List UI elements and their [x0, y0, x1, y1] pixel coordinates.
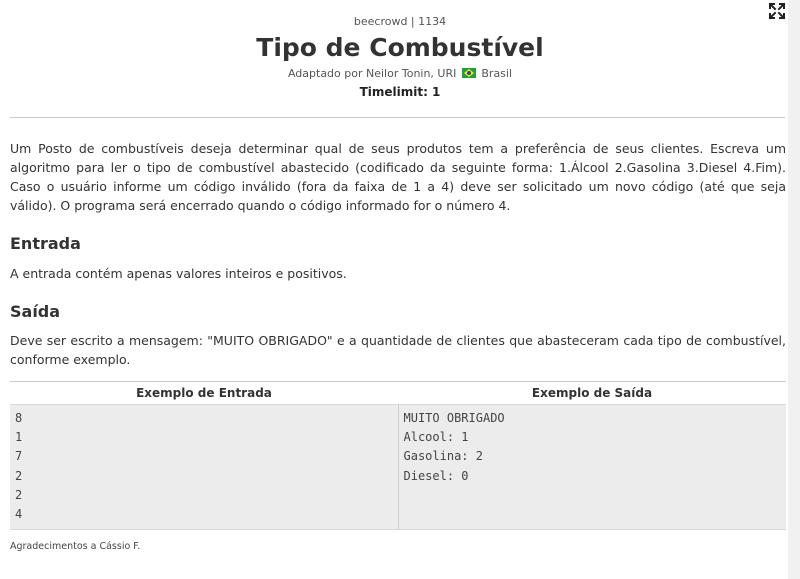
output-heading: Saída: [10, 302, 61, 321]
example-input-line: 1: [15, 430, 23, 445]
example-output-header: Exemplo de Saída: [531, 386, 653, 400]
header-divider: [10, 117, 785, 118]
author-text: Adaptado por Neilor Tonin, URI: [287, 67, 457, 80]
example-output-line: MUITO OBRIGADO: [403, 411, 505, 425]
examples-header-row: [10, 382, 786, 404]
example-input-box[interactable]: [10, 405, 399, 529]
output-description: Deve ser escrito a mensagem: "MUITO OBRIGADO" e a quantidade de clientes que abasteceram cada tipo de combustível, conforme exemplo.: [10, 333, 786, 367]
example-input-line: 4: [15, 507, 23, 522]
example-input-line: 2: [15, 468, 23, 483]
scrollbar[interactable]: [788, 0, 800, 579]
problem-author: [0, 66, 800, 82]
acknowledgement: Agradecimentos a Cássio F.: [10, 541, 141, 552]
example-input-line: 7: [15, 449, 23, 464]
problem-content: [10, 139, 786, 369]
example-output-line: Alcool: 1: [403, 430, 469, 445]
page-title: Tipo de Combustível: [256, 33, 544, 62]
examples-table: [10, 381, 786, 530]
examples-body-row: [10, 404, 786, 530]
fullscreen-expand-icon[interactable]: [768, 2, 786, 20]
brazil-flag-icon: [462, 68, 476, 78]
example-output-box[interactable]: [399, 405, 787, 529]
problem-source: beecrowd | 1134: [353, 15, 447, 28]
example-input-line: 2: [15, 487, 23, 502]
input-description: A entrada contém apenas valores inteiros e positivos.: [10, 266, 347, 281]
example-output-line: Gasolina: 2: [403, 449, 483, 464]
timelimit: Timelimit: 1: [359, 85, 441, 99]
example-output-line: Diesel: 0: [403, 468, 469, 483]
author-country: Brasil: [481, 67, 513, 80]
problem-header: [0, 0, 800, 100]
problem-description: Um Posto de combustíveis deseja determinar qual de seus produtos tem a preferência de seus clientes. Escreva um algoritmo para ler o tipo de combustível abastecido (codificado da seguinte forma: 1.Álcool 2.Gasolina 3.Diesel 4.Fim). Caso o usuário informe um código inválido (fora da faixa de 1 a 4) deve ser solicitado um novo código (até que seja válido). O programa será encerrado quando o código informado for o número 4.: [10, 141, 786, 213]
input-heading: Entrada: [10, 234, 81, 253]
example-input-line: 8: [15, 411, 23, 425]
example-input-header: Exemplo de Entrada: [136, 386, 272, 400]
